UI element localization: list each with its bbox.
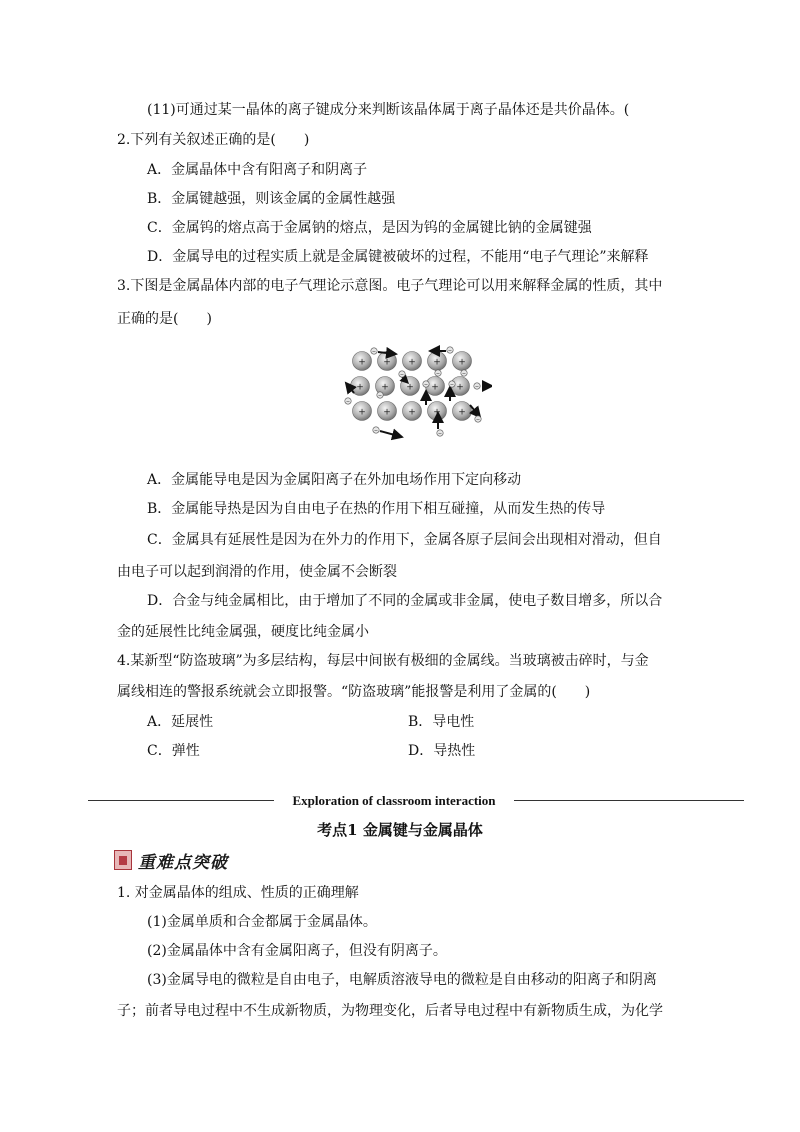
electron-charge-label: − <box>474 384 480 390</box>
electron-charge-label: − <box>449 382 455 388</box>
q3-option-c-line1: C．金属具有延展性是因为在外力的作用下，金属各原子层间会出现相对滑动，但自 <box>147 532 662 548</box>
q2-option-c: C．金属钨的熔点高于金属钠的熔点，是因为钨的金属键比钠的金属键强 <box>147 220 592 236</box>
electron-charge-label: − <box>447 348 453 354</box>
electron-arrow <box>380 431 402 437</box>
q2-stem: 2.下列有关叙述正确的是( ) <box>117 132 310 148</box>
electron-charge-label: − <box>461 371 467 377</box>
electron-charge-label: − <box>373 428 379 434</box>
ion-charge-label: + <box>383 357 391 368</box>
key-points-banner <box>114 848 228 872</box>
ion-charge-label: + <box>433 407 441 418</box>
q3-option-c-line2: 由电子可以起到润滑的作用，使金属不会断裂 <box>117 564 397 580</box>
q4-option-b: B．导电性 <box>408 714 475 730</box>
ion-charge-label: + <box>458 357 466 368</box>
q3-option-a: A．金属能导电是因为金属阳离子在外加电场作用下定向移动 <box>147 472 522 488</box>
q4-stem-line2: 属线相连的警报系统就会立即报警。“防盗玻璃”能报警是利用了金属的( ) <box>117 684 591 700</box>
body-point-1-3-line2: 子；前者导电过程中不生成新物质，为物理变化，后者导电过程中有新物质生成，为化学 <box>117 1003 663 1019</box>
body-point-1: 1. 对金属晶体的组成、性质的正确理解 <box>117 885 359 901</box>
divider-right <box>514 800 744 801</box>
ion-charge-label: + <box>358 407 366 418</box>
q3-option-d-line2: 金的延展性比纯金属强，硬度比纯金属小 <box>117 624 369 640</box>
ion-charge-label: + <box>433 357 441 368</box>
body-point-1-2: (2)金属晶体中含有金属阳离子，但没有阴离子。 <box>147 943 447 959</box>
divider-label: Exploration of classroom interaction <box>292 793 496 808</box>
q3-stem-line1: 3.下图是金属晶体内部的电子气理论示意图。电子气理论可以用来解释金属的性质，其中 <box>117 278 663 294</box>
q3-stem-line2: 正确的是( ) <box>117 311 212 327</box>
ion-charge-label: + <box>356 382 364 393</box>
electron-charge-label: − <box>435 371 441 377</box>
electron-charge-label: − <box>475 417 481 423</box>
divider-left <box>88 800 274 801</box>
electron-charge-label: − <box>371 349 377 355</box>
q3-option-d-line1: D．合金与纯金属相比，由于增加了不同的金属或非金属，使电子数目增多，所以合 <box>147 593 663 609</box>
q4-option-c: C．弹性 <box>147 743 200 759</box>
ion-charge-label: + <box>458 407 466 418</box>
section-title: 考点1 金属键与金属晶体 <box>317 821 483 839</box>
ion-charge-label: + <box>431 382 439 393</box>
electron-charge-label: − <box>399 372 405 378</box>
q2-option-a: A．金属晶体中含有阳离子和阴离子 <box>147 162 368 178</box>
electron-charge-label: − <box>345 399 351 405</box>
ion-charge-label: + <box>408 357 416 368</box>
q3-option-b: B．金属能导热是因为自由电子在热的作用下相互碰撞，从而发生热的传导 <box>147 501 606 517</box>
ion-charge-label: + <box>408 407 416 418</box>
ion-charge-label: + <box>406 382 414 393</box>
banner-title: 重难点突破 <box>138 852 228 873</box>
q1-item-11: (11)可通过某一晶体的离子键成分来判断该晶体属于离子晶体还是共价晶体。( <box>147 102 630 118</box>
ion-charge-label: + <box>358 357 366 368</box>
body-point-1-1: (1)金属单质和合金都属于金属晶体。 <box>147 914 377 930</box>
electron-charge-label: − <box>423 382 429 388</box>
q2-option-d: D．金属导电的过程实质上就是金属键被破坏的过程，不能用“电子气理论”来解释 <box>147 249 649 265</box>
ion-charge-label: + <box>381 382 389 393</box>
ion-charge-label: + <box>383 407 391 418</box>
electron-gas-diagram <box>340 343 492 443</box>
book-icon <box>114 850 132 870</box>
ion-charge-label: + <box>456 382 464 393</box>
q2-option-b: B．金属键越强，则该金属的金属性越强 <box>147 191 396 207</box>
electron-charge-label: − <box>437 431 443 437</box>
body-point-1-3-line1: (3)金属导电的微粒是自由电子，电解质溶液导电的微粒是自由移动的阳离子和阴离 <box>147 972 657 988</box>
q4-stem-line1: 4.某新型“防盗玻璃”为多层结构，每层中间嵌有极细的金属线。当玻璃被击碎时，与金 <box>117 653 649 669</box>
electron-charge-label: − <box>377 393 383 399</box>
q4-option-a: A．延展性 <box>147 714 214 730</box>
q4-option-d: D．导热性 <box>408 743 476 759</box>
